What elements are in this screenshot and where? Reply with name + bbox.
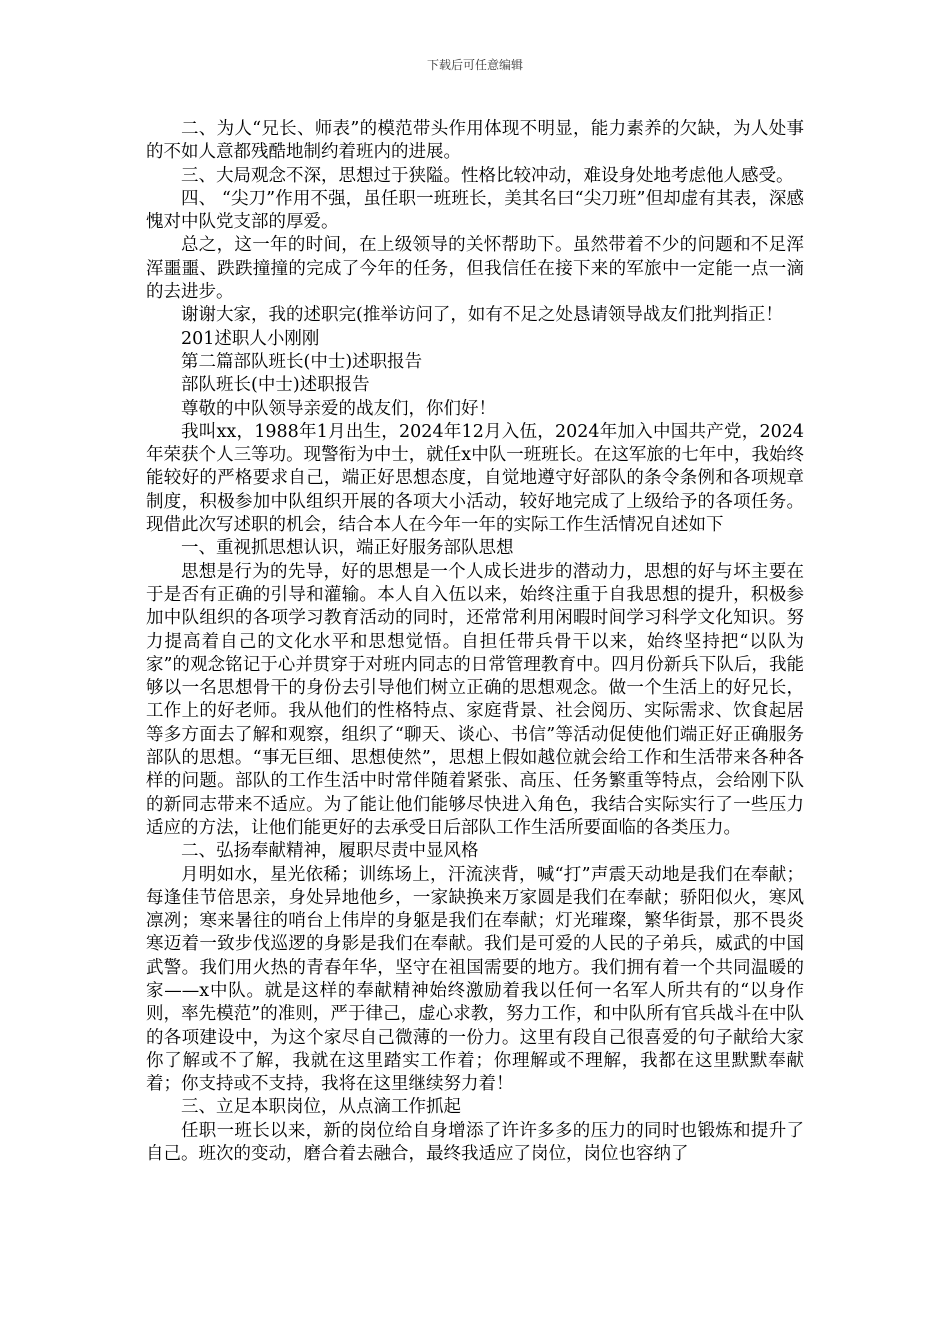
- subheading: 二、弘扬奉献精神，履职尽责中显风格: [181, 841, 479, 862]
- section-title: 第二篇部队班长(中士)述职报告: [181, 351, 423, 372]
- signature-line: 201述职人小刚刚: [181, 328, 320, 349]
- paragraph: 三、大局观念不深，思想过于狭隘。性格比较冲动，难设身处地考虑他人感受。: [181, 165, 794, 186]
- report-title: 部队班长(中士)述职报告: [181, 375, 370, 396]
- salutation: 尊敬的中队领导亲爱的战友们，你们好！: [181, 398, 496, 419]
- paragraph: 月明如水，星光依稀；训练场上，汗流浃背，喊“打”声震天动地是我们在奉献；每逢佳节倍思亲，身处异地他乡，一家缺换来万家圆是我们在奉献；骄阳似火，寒风凛冽；寒来暑往的哨台上伟岸的身躯是我们在奉献；灯光璀璨，繁华街景，那不畏炎寒迈着一致步伐巡逻的身影是我们在奉献。我们是可爱的人民的子弟兵，威武的中国武警。我们用火热的青春年华，坚守在祖国需要的地方。我们拥有着一个共同温暖的家——x中队。就是这样的奉献精神始终激励着我以任何一名军人所共有的“以身作则，率先模范”的准则，严于律己，虚心求教，努力工作，和中队所有官兵战斗在中队的各项建设中，为这个家尽自己微薄的一份力。这里有段自己很喜爱的句子献给大家你了解或不了解，我就在这里踏实工作着；你理解或不理解，我都在这里默默奉献着；你支持或不支持，我将在这里继续努力着！: [146, 864, 804, 1095]
- paragraph: 思想是行为的先导，好的思想是一个人成长进步的潜动力，思想的好与坏主要在于是否有正确的引导和灌输。本人自入伍以来，始终注重于自我思想的提升，积极参加中队组织的各项学习教育活动的同时，还常常利用闲暇时间学习科学文化知识。努力提高着自己的文化水平和思想觉悟。自担任带兵骨干以来，始终坚持把“以队为家”的观念铭记于心并贯穿于对班内同志的日常管理教育中。四月份新兵下队后，我能够以一名思想骨干的身份去引导他们树立正确的思想观念。做一个生活上的好兄长，工作上的好老师。我从他们的性格特点、家庭背景、社会阅历、实际需求、饮食起居等多方面去了解和观察，组织了“聊天、谈心、书信”等活动促使他们端正好正确服务部队的思想。“事无巨细、思想使然”，思想上假如越位就会给工作和生活带来各种各样的问题。部队的工作生活中时常伴随着紧张、高压、任务繁重等特点，会给刚下队的新同志带来不适应。为了能让他们能够尽快进入角色，我结合实际实行了一些压力适应的方法，让他们能更好的去承受日后部队工作生活所要面临的各类压力。: [146, 561, 804, 838]
- page-header-note: 下载后可任意编辑: [426, 58, 523, 72]
- subheading: 一、重视抓思想认识，端正好服务部队思想: [181, 538, 514, 559]
- paragraph: 谢谢大家，我的述职完(推举访问了，如有不足之处恳请领导战友们批判指正！: [181, 305, 783, 326]
- paragraph: 二、为人“兄长、师表”的模范带头作用体现不明显，能力素养的欠缺，为人处事的不如人意都残酷地制约着班内的进展。: [146, 119, 804, 163]
- paragraph: 四、 “尖刀”作用不强，虽任职一班班长，美其名曰“尖刀班”但却虚有其表，深感愧对中队党支部的厚爱。: [146, 188, 804, 233]
- paragraph: 总之，这一年的时间，在上级领导的关怀帮助下。虽然带着不少的问题和不足浑浑噩噩、跌跌撞撞的完成了今年的任务，但我信任在接下来的军旅中一定能一点一滴的去进步。: [146, 235, 804, 303]
- document-body: [146, 118, 804, 1166]
- paragraph: 我叫xx，1988年1月出生，2024年12月入伍，2024年加入中国共产党，2024年荣获个人三等功。现警衔为中士，就任x中队一班班长。在这军旅的七年中，我始终能较好的严格要求自己，端正好思想态度，自觉地遵守好部队的条令条例和各项规章制度，积极参加中队组织开展的各项大小活动，较好地完成了上级给予的各项任务。现借此次写述职的机会，结合本人在今年一年的实际工作生活情况自述如下: [146, 421, 804, 536]
- subheading: 三、立足本职岗位，从点滴工作抓起: [181, 1097, 461, 1118]
- paragraph: 任职一班长以来，新的岗位给自身增添了许许多多的压力的同时也锻炼和提升了自己。班次的变动，磨合着去融合，最终我适应了岗位，岗位也容纳了: [146, 1120, 804, 1165]
